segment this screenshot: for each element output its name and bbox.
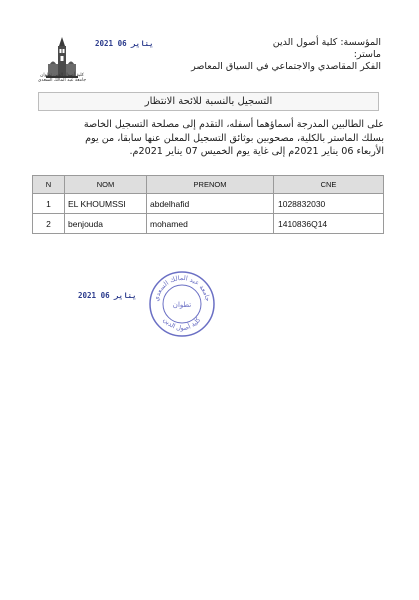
header-cne: CNE: [274, 176, 384, 194]
table-row: [33, 214, 384, 234]
date-stamp-bottom: 2021 يناير 06: [78, 291, 137, 300]
paragraph-line1: على الطالبين المدرجة أسماؤهما أسفله، التقدم إلى مصلحة التسجيل الخاصة: [83, 119, 384, 130]
students-table: [32, 175, 384, 234]
header-prenom: PRENOM: [147, 176, 274, 194]
document-header: [151, 37, 381, 73]
cell-nom: EL KHOUMSSI: [65, 194, 147, 214]
svg-text:جامعة عبد المالك السعدي: [152, 274, 212, 302]
svg-text:كلية أصول الدين: [162, 315, 203, 332]
cell-cne: 1410836Q14: [274, 214, 384, 234]
paragraph-line2: بسلك الماستر بالكلية، مصحوبين بوثائق التسجيل المعلن عنها سابقا، من يوم: [85, 132, 384, 144]
seal-bottom-text: كلية أصول الدين: [161, 315, 203, 333]
cell-prenom: abdelhafid: [147, 194, 274, 214]
cell-nom: benjouda: [65, 214, 147, 234]
faculty-seal-icon: [148, 270, 216, 338]
document-title: التسجيل بالنسبة للائحة الانتظار: [38, 92, 379, 111]
seal-center-text: تطوان: [172, 301, 192, 309]
logo-caption-line1: كلية أصول الدين تطوان: [40, 73, 84, 78]
date-stamp-top: 2021 يناير 06: [95, 39, 154, 48]
cell-n: 1: [33, 194, 65, 214]
table-row: [33, 194, 384, 214]
cell-cne: 1028832030: [274, 194, 384, 214]
logo-caption-line2: جامعة عبد المالك السعدي: [37, 78, 87, 83]
header-n: N: [33, 176, 65, 194]
table-header-row: [33, 176, 384, 194]
cell-n: 2: [33, 214, 65, 234]
logo-caption: [30, 73, 94, 83]
master-label: ماستر:: [353, 49, 381, 60]
header-nom: NOM: [65, 176, 147, 194]
cell-prenom: mohamed: [147, 214, 274, 234]
paragraph-line3: الأربعاء 06 يناير 2021م إلى غاية يوم الخميس 07 يناير 2021م.: [129, 146, 384, 157]
master-name: الفكر المقاصدي والاجتماعي في السياق المعاصر: [191, 61, 381, 72]
seal-outer-text: جامعة عبد المالك السعدي: [152, 273, 212, 303]
instruction-paragraph: [34, 118, 384, 159]
institution-line: المؤسسة: كلية أصول الدين: [272, 37, 381, 48]
